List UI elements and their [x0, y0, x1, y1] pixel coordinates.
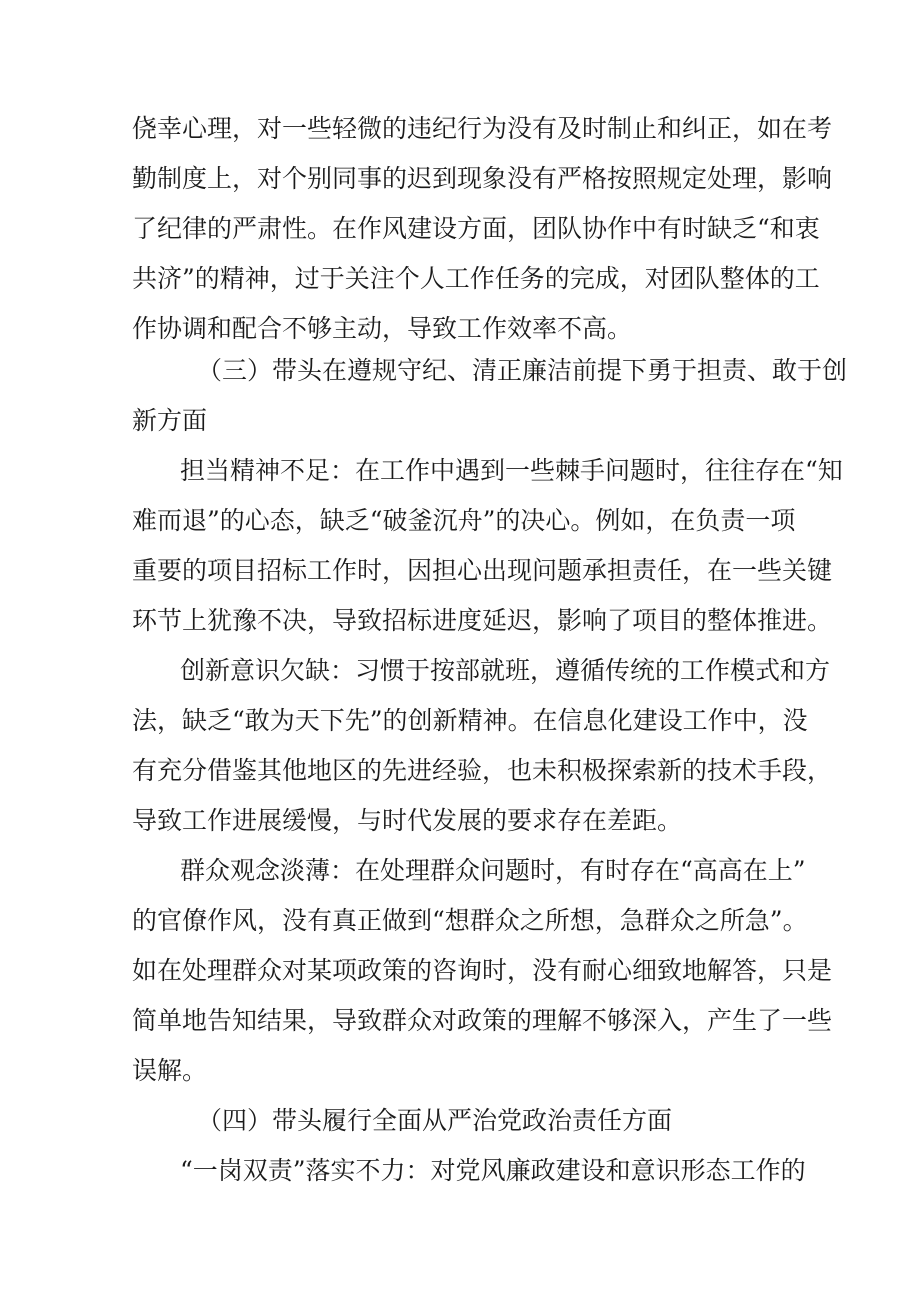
text-line-content: 法，缺乏“敢为天下先”的创新精神。在信息化建设工作中，没	[132, 706, 808, 735]
text-line-content: 创新意识欠缺：习惯于按部就班，遵循传统的工作模式和方	[180, 656, 831, 685]
text-line	[0, 751, 920, 791]
text-line-content: 侥幸心理，对一些轻微的违纪行为没有及时制止和纠正，如在考	[132, 114, 833, 143]
text-line-content: 勤制度上，对个别同事的迟到现象没有严格按照规定处理，影响	[132, 164, 833, 193]
text-line	[0, 501, 920, 541]
section-heading-text: （三）带头在遵规守纪、清正廉洁前提下勇于担责、敢于创	[197, 356, 848, 385]
text-line-content: 作协调和配合不够主动，导致工作效率不高。	[132, 314, 633, 343]
text-line	[0, 451, 920, 491]
text-line-content: 担当精神不足：在工作中遇到一些棘手问题时，往往存在“知	[180, 456, 843, 485]
section-heading-text: （四）带头履行全面从严治党政治责任方面	[197, 1106, 673, 1135]
text-line-content: 误解。	[132, 1056, 208, 1085]
section-heading-text: 新方面	[132, 406, 208, 435]
text-line	[0, 651, 920, 691]
section-heading	[0, 1101, 920, 1141]
text-line-content: 如在处理群众对某项政策的咨询时，没有耐心细致地解答，只是	[132, 956, 833, 985]
text-line-content: 环节上犹豫不决，导致招标进度延迟，影响了项目的整体推进。	[132, 606, 833, 635]
text-line	[0, 309, 920, 349]
text-line-content: 了纪律的严肃性。在作风建设方面，团队协作中有时缺乏“和衷	[132, 214, 820, 243]
text-line	[0, 901, 920, 941]
text-line	[0, 1051, 920, 1091]
text-line	[0, 109, 920, 149]
text-line	[0, 801, 920, 841]
text-line	[0, 209, 920, 249]
text-line	[0, 551, 920, 591]
text-line-content: 群众观念淡薄：在处理群众问题时，有时存在“高高在上”	[180, 856, 806, 885]
section-heading	[0, 401, 920, 441]
text-line-content: 共济”的精神，过于关注个人工作任务的完成，对团队整体的工	[132, 264, 820, 293]
text-line	[0, 159, 920, 199]
text-line-content: 重要的项目招标工作时，因担心出现问题承担责任，在一些关键	[132, 556, 833, 585]
text-line	[0, 851, 920, 891]
text-line-content: “一岗双责”落实不力：对党风廉政建设和意识形态工作的	[180, 1156, 806, 1185]
text-line-content: 有充分借鉴其他地区的先进经验，也未积极探索新的技术手段，	[132, 756, 833, 785]
text-line-content: 简单地告知结果，导致群众对政策的理解不够深入，产生了一些	[132, 1006, 833, 1035]
text-line-content: 的官僚作风，没有真正做到“想群众之所想，急群众之所急”。	[132, 906, 808, 935]
section-heading	[0, 351, 920, 391]
text-line	[0, 951, 920, 991]
text-line	[0, 1151, 920, 1191]
text-line	[0, 259, 920, 299]
text-line	[0, 701, 920, 741]
text-line-content: 难而退”的心态，缺乏“破釜沉舟”的决心。例如，在负责一项	[132, 506, 796, 535]
text-line-content: 导致工作进展缓慢，与时代发展的要求存在差距。	[132, 806, 683, 835]
text-line	[0, 601, 920, 641]
text-line	[0, 1001, 920, 1041]
